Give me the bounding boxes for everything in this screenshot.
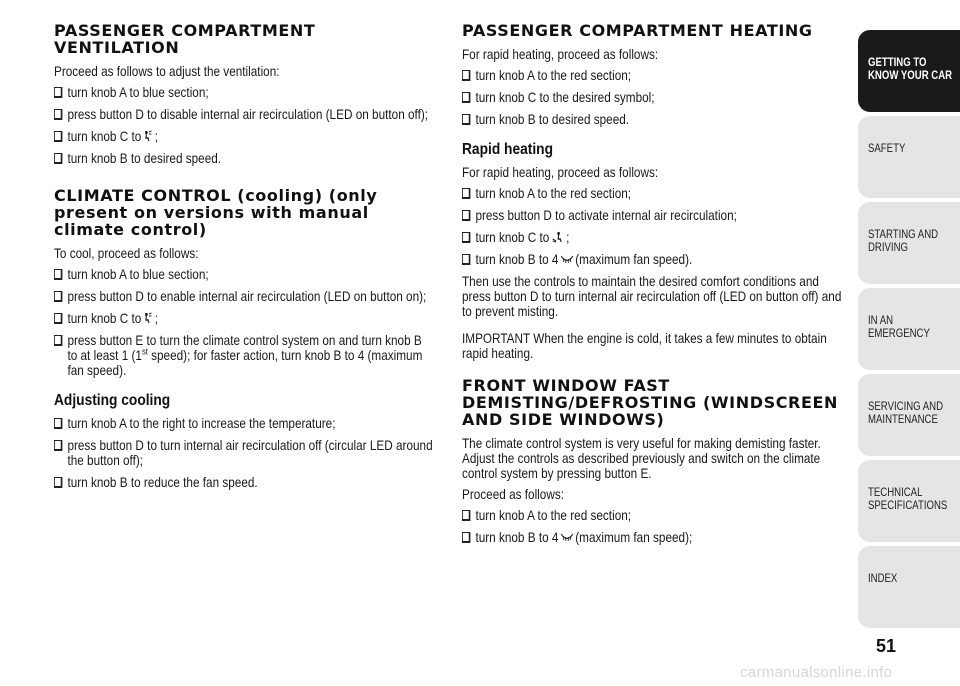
list-item: press button E to turn the climate control system on and turn knob B to at least 1 (1st speed); for faster action, turn knob B to 4 (maximum fan speed). [54, 333, 434, 378]
checkbox-bullet-icon [462, 254, 470, 265]
face-vent-icon [143, 312, 153, 324]
rapid-heating-heading: Rapid heating [462, 141, 553, 158]
tab-label: INDEX [868, 571, 898, 585]
adjusting-cooling-heading: Adjusting cooling [54, 392, 171, 409]
checkbox-bullet-icon [54, 131, 62, 142]
list-item: turn knob B to 4 (maximum fan speed); [462, 530, 842, 545]
checkbox-bullet-icon [54, 313, 62, 324]
list-item: turn knob B to desired speed. [462, 112, 842, 127]
checkbox-bullet-icon [54, 153, 62, 164]
chapter-sidebar [858, 0, 960, 686]
list-item: turn knob A to the red section; [462, 508, 842, 523]
checkbox-bullet-icon [462, 114, 470, 125]
checkbox-bullet-icon [54, 477, 62, 488]
checkbox-bullet-icon [462, 510, 470, 521]
list-item: turn knob B to 4 (maximum fan speed). [462, 252, 842, 267]
tab-in-an-emergency[interactable] [858, 288, 960, 370]
tab-label: GETTING TO KNOW YOUR CAR [868, 55, 953, 82]
checkbox-bullet-icon [462, 92, 470, 103]
list-item: press button D to turn internal air recirculation off (circular LED around the button off); [54, 438, 434, 468]
demisting-heading: FRONT WINDOW FAST DEMISTING/DEFROSTING (WINDSCREEN AND SIDE WINDOWS) [462, 376, 839, 429]
tab-safety[interactable] [858, 116, 960, 198]
checkbox-bullet-icon [462, 532, 470, 543]
checkbox-bullet-icon [54, 418, 62, 429]
tab-servicing-and-maintenance[interactable] [858, 374, 960, 456]
tab-label: IN AN EMERGENCY [868, 313, 930, 340]
list-item: turn knob A to the red section; [462, 186, 842, 201]
checkbox-bullet-icon [462, 210, 470, 221]
list-item: turn knob A to the red section; [462, 68, 842, 83]
page-number: 51 [876, 636, 897, 656]
checkbox-bullet-icon [54, 335, 62, 346]
checkbox-bullet-icon [462, 188, 470, 199]
watermark: carmanualsonline.info [740, 664, 893, 681]
left-column [54, 22, 434, 497]
list-item: turn knob C to the desired symbol; [462, 90, 842, 105]
checkbox-bullet-icon [54, 109, 62, 120]
ventilation-heading: PASSENGER COMPARTMENT VENTILATION [54, 21, 316, 57]
tab-starting-and-driving[interactable] [858, 202, 960, 284]
rapid-paragraph: Then use the controls to maintain the desired comfort conditions and press button D to turn internal air recirculation off (LED on button off) and to prevent misting. [462, 273, 842, 319]
heating-intro: For rapid heating, proceed as follows: [462, 46, 659, 62]
list-item: turn knob A to blue section; [54, 85, 434, 100]
checkbox-bullet-icon [462, 232, 470, 243]
tab-label: SAFETY [868, 141, 906, 155]
tab-label: TECHNICAL SPECIFICATIONS [868, 485, 948, 512]
tab-index[interactable] [858, 546, 960, 628]
feet-vent-icon [551, 231, 564, 243]
list-item: turn knob B to desired speed. [54, 151, 434, 166]
rapid-intro: For rapid heating, proceed as follows: [462, 164, 659, 180]
demisting-paragraph: The climate control system is very useful for making demisting faster. Adjust the controls as described previously and switch on the climate control system by pressing button E. [462, 435, 821, 481]
climate-intro: To cool, proceed as follows: [54, 245, 199, 261]
ventilation-intro: Proceed as follows to adjust the ventilation: [54, 63, 280, 79]
important-note: IMPORTANT When the engine is cold, it takes a few minutes to obtain rapid heating. [462, 330, 827, 361]
list-item: press button D to activate internal air recirculation; [462, 208, 842, 223]
tab-label: SERVICING AND MAINTENANCE [868, 399, 944, 426]
right-column [462, 22, 842, 552]
tab-label: STARTING AND DRIVING [868, 227, 939, 254]
demisting-proceed: Proceed as follows: [462, 486, 564, 502]
tab-getting-to-know-your-car[interactable] [858, 30, 960, 112]
climate-heading: CLIMATE CONTROL (cooling) (only present on versions with manual climate control) [54, 186, 378, 239]
checkbox-bullet-icon [462, 70, 470, 81]
list-item: press button D to disable internal air recirculation (LED on button off); [54, 107, 434, 122]
max-fan-speed-icon [560, 531, 573, 543]
tab-technical-specifications[interactable] [858, 460, 960, 542]
list-item: turn knob A to the right to increase the temperature; [54, 416, 434, 431]
list-item: turn knob B to reduce the fan speed. [54, 475, 434, 490]
checkbox-bullet-icon [54, 87, 62, 98]
checkbox-bullet-icon [54, 269, 62, 280]
list-item: turn knob C to ; [54, 129, 434, 144]
face-vent-icon [143, 130, 153, 142]
checkbox-bullet-icon [54, 291, 62, 302]
max-fan-speed-icon [560, 253, 573, 265]
list-item: press button D to enable internal air recirculation (LED on button on); [54, 289, 434, 304]
list-item: turn knob C to ; [54, 311, 434, 326]
list-item: turn knob A to blue section; [54, 267, 434, 282]
list-item: turn knob C to ; [462, 230, 842, 245]
heating-heading: PASSENGER COMPARTMENT HEATING [462, 21, 813, 40]
checkbox-bullet-icon [54, 440, 62, 451]
